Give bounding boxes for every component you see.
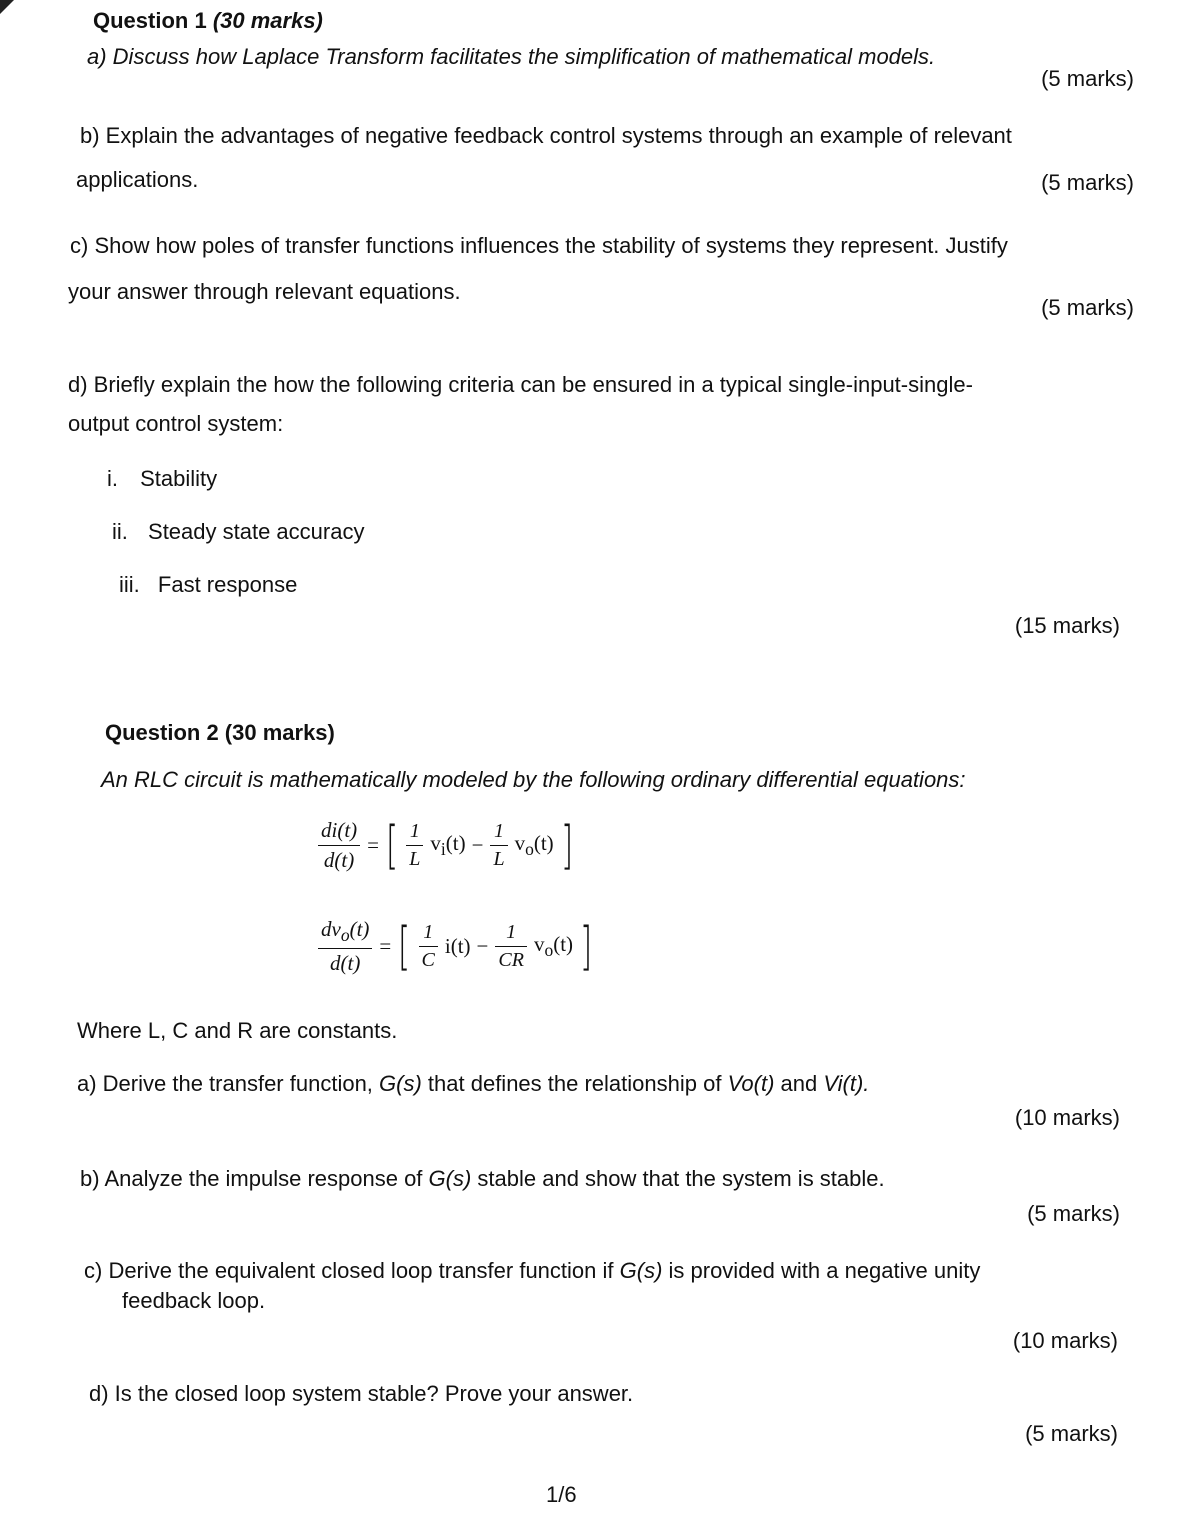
eq2-lhs xyxy=(318,917,372,976)
q1d-item-2-label: Steady state accuracy xyxy=(148,519,365,544)
eq1-left-bracket: [ xyxy=(386,815,399,876)
eq2-frac-2-den: CR xyxy=(498,949,524,972)
eq2-term-2 xyxy=(534,932,573,961)
eq1-term-2-sub: o xyxy=(525,839,534,860)
q2b-text xyxy=(80,1166,885,1192)
q2a-vo: Vo(t) xyxy=(727,1071,775,1096)
eq1-frac-2-num: 1 xyxy=(490,820,507,846)
q1d-item-3-label: Fast response xyxy=(157,572,298,597)
eq2-frac-2 xyxy=(495,921,527,972)
eq2-lhs-num-sub: o xyxy=(340,925,350,946)
q1d-line1: d) Briefly explain the how the following criteria can be ensured in a typical single-input-single- xyxy=(68,372,973,397)
eq1-term-2 xyxy=(515,831,554,860)
equation-1 xyxy=(314,815,577,876)
eq1-right-bracket: ] xyxy=(560,815,573,876)
q2b-post: stable and show that the system is stable. xyxy=(471,1166,885,1191)
q2a-pre: a) Derive the transfer function, xyxy=(77,1071,380,1096)
eq1-term-1-arg: (t) xyxy=(445,830,466,855)
q2a-marks: (10 marks) xyxy=(1014,1105,1120,1130)
eq2-term-1: i(t) xyxy=(444,934,471,959)
eq2-right-bracket: ] xyxy=(580,916,593,977)
q2a-and: and xyxy=(774,1071,824,1096)
q2a-vi: Vi(t). xyxy=(823,1071,870,1096)
eq2-left-bracket: [ xyxy=(398,916,411,977)
eq2-frac-1-num: 1 xyxy=(419,921,438,947)
q2c-pre: c) Derive the equivalent closed loop transfer function if xyxy=(84,1258,620,1283)
q2c-post: is provided with a negative unity xyxy=(662,1258,981,1283)
eq2-minus: − xyxy=(476,934,489,959)
q2d-marks: (5 marks) xyxy=(1025,1421,1118,1446)
eq2-frac-1-den: C xyxy=(421,949,435,972)
q2-intro: An RLC circuit is mathematically modeled by the following ordinary differential equations: xyxy=(101,767,966,792)
eq1-term-2-arg: (t) xyxy=(533,830,554,855)
eq2-frac-1 xyxy=(419,921,438,972)
q2b-gs: G(s) xyxy=(428,1166,472,1191)
eq2-lhs-den: d(t) xyxy=(330,951,361,976)
eq1-frac-1-num: 1 xyxy=(406,820,423,846)
eq1-minus: − xyxy=(471,833,484,857)
q1d-item-3 xyxy=(119,572,297,598)
q1d-item-1-label: Stability xyxy=(140,466,218,491)
eq1-frac-2 xyxy=(490,820,507,871)
q2a-text xyxy=(77,1071,869,1097)
eq2-term-2-sub: o xyxy=(544,940,554,961)
q1-title-marks: (30 marks) xyxy=(212,8,323,33)
eq1-lhs xyxy=(318,818,360,873)
q1d-item-3-num: iii. xyxy=(119,572,140,597)
eq1-term-2-var: v xyxy=(514,830,526,855)
q1b-line2: applications. xyxy=(76,167,199,192)
eq1-lhs-den: d(t) xyxy=(323,848,355,872)
eq2-frac-2-num: 1 xyxy=(495,921,527,947)
q2-where: Where L, C and R are constants. xyxy=(77,1018,398,1043)
q2-title: Question 2 (30 marks) xyxy=(105,720,335,745)
q2b-pre: b) Analyze the impulse response of xyxy=(80,1166,429,1191)
eq1-lhs-num: di(t) xyxy=(318,818,360,846)
q1c-line2: your answer through relevant equations. xyxy=(68,279,461,304)
q1b-line1: b) Explain the advantages of negative feedback control systems through an example of relevant xyxy=(80,123,1012,148)
eq1-term-1-var: v xyxy=(430,830,441,855)
q1d-item-2 xyxy=(112,519,364,545)
page-number: 1/6 xyxy=(546,1482,577,1507)
q1d-item-1 xyxy=(107,466,217,492)
eq2-lhs-num-v: dv xyxy=(321,917,341,941)
q1c-line1: c) Show how poles of transfer functions influences the stability of systems they represent. Justify xyxy=(70,233,1008,258)
eq1-frac-2-den: L xyxy=(493,848,505,870)
q1-title-text: Question 1 xyxy=(93,8,207,33)
eq1-equals: = xyxy=(367,833,379,857)
eq2-lhs-num-arg: (t) xyxy=(349,917,370,941)
eq1-term-1-sub: i xyxy=(440,839,446,860)
q2d-text: d) Is the closed loop system stable? Prove your answer. xyxy=(89,1381,634,1406)
q1b-marks: (5 marks) xyxy=(1041,170,1134,195)
q2a-gs: G(s) xyxy=(379,1071,422,1096)
eq2-equals: = xyxy=(379,934,392,959)
q1c-marks: (5 marks) xyxy=(1041,295,1134,320)
eq1-term-1 xyxy=(430,831,465,860)
q1a-marks: (5 marks) xyxy=(1041,66,1134,91)
page-corner-mark xyxy=(0,0,14,14)
q2c-line2: feedback loop. xyxy=(122,1288,266,1313)
eq2-term-2-arg: (t) xyxy=(553,932,574,956)
q1-title xyxy=(93,8,323,34)
q2c-gs: G(s) xyxy=(619,1258,663,1283)
eq2-term-2-var: v xyxy=(533,932,545,956)
q2b-marks: (5 marks) xyxy=(1027,1201,1120,1226)
eq1-frac-1-den: L xyxy=(409,848,421,870)
q1d-item-1-num: i. xyxy=(107,466,118,491)
q2c-marks: (10 marks) xyxy=(1012,1328,1118,1353)
q1d-marks: (15 marks) xyxy=(1014,613,1120,638)
q1d-item-2-num: ii. xyxy=(112,519,128,544)
eq2-lhs-num xyxy=(318,917,372,949)
equation-2 xyxy=(314,917,596,976)
q1d-line2: output control system: xyxy=(68,411,284,436)
q2a-mid: that defines the relationship of xyxy=(421,1071,728,1096)
q1a-text: a) Discuss how Laplace Transform facilitates the simplification of mathematical models. xyxy=(87,44,936,69)
q2c-text xyxy=(84,1258,980,1284)
eq1-frac-1 xyxy=(406,820,423,871)
